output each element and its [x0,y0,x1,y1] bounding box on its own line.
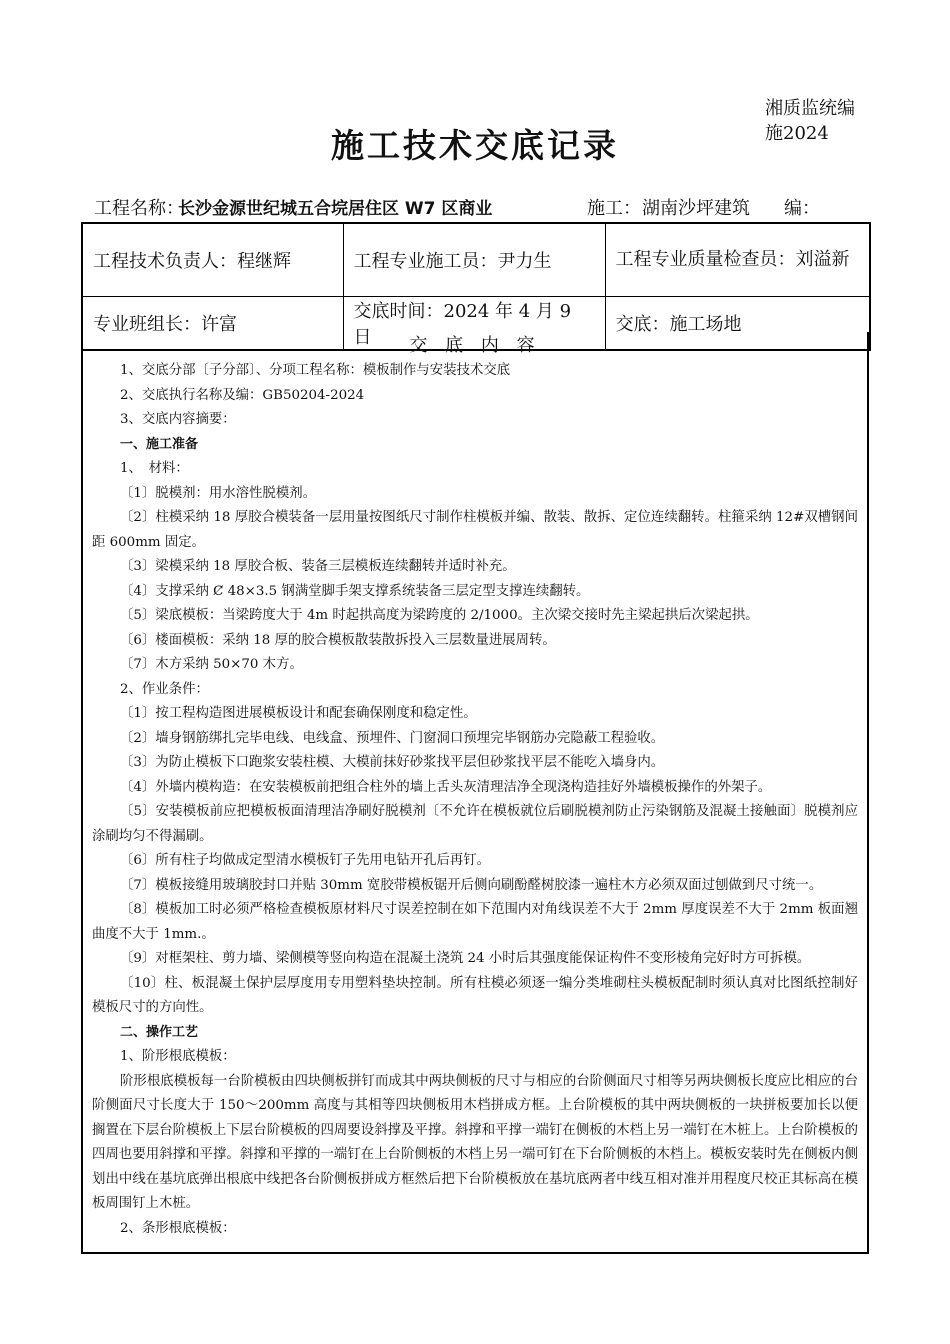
document-title: 施工技术交底记录 [331,126,619,165]
tech-lead-cell: 工程技术负责人：程继辉 [82,223,343,297]
content-paragraph: 〔3〕为防止模板下口跑浆安装柱模、大模前抹好砂浆找平层但砂浆找平层不能吃入墙身内。 [120,755,665,770]
section-heading: 一、施工准备 [120,436,199,452]
content-paragraph: 〔2〕墙身钢筋绑扎完毕电线、电线盒、预埋件、门窗洞口预埋完毕钢筋办完隐蔽工程验收。 [120,730,665,746]
content-paragraph: 1、交底分部〔子分部〕、分项工程名称：模板制作与安装技术交底 [120,363,511,378]
content-paragraph: 〔7〕木方采纳 50×70 木方。 [120,657,303,672]
content-paragraph: 〔1〕脱模剂：用水溶性脱模剂。 [120,485,316,501]
content-paragraph: 〔9〕对框架柱、剪力墙、梁侧模等竖向构造在混凝土浇筑 24 小时后其强度能保证构件不变形棱角完好时方可拆模。 [120,951,811,966]
content-paragraph: 〔10〕柱、板混凝土保护层厚度用专用塑料垫块控制。所有柱模必须逐一编分类堆砌柱头模板配制时须认真对比图纸控制好模板尺寸的方向性。 [92,975,858,1015]
content-paragraphs [83,359,867,1241]
content-paragraph: 2、条形根底模板： [120,1220,236,1236]
content-paragraph: 〔2〕柱模采纳 18 厚胶合模装备一层用量按图纸尺寸制作柱模板并编、散装、散拆、定位连续翻转。柱箍采纳 12#双槽钢间距 600mm 固定。 [92,510,858,550]
quality-inspector-cell: 工程专业质量检查员：刘溢新 [605,223,870,297]
handover-content-box [81,332,869,1254]
builder-label: 施工： [587,198,641,219]
content-paragraph: 〔6〕所有柱子均做成定型清水模板钉子先用电钻开孔后再钉。 [120,853,491,868]
content-heading: 交 底 内 容 [409,335,541,356]
project-name-label: 工程名称： [94,198,184,219]
content-paragraph: 1、 材料： [120,461,189,476]
team-leader-cell: 专业班组长：许富 [82,297,343,351]
construction-staff-cell: 工程专业施工员：尹力生 [343,223,605,297]
handover-place-cell: 交底：施工场地 [605,297,870,351]
content-paragraph: 1、阶形根底模板： [120,1049,236,1064]
content-paragraph: 2、交底执行名称及编：GB50204-2024 [120,387,365,403]
builder-value: 湖南沙坪建筑 [642,198,750,219]
project-header [94,194,890,220]
form-code-note: 湘质监统编 施2024 [765,98,855,144]
content-paragraph: 2、作业条件： [120,681,209,697]
content-paragraph: 阶形根底模板每一台阶模板由四块侧板拼钉而成其中两块侧板的尺寸与相应的台阶侧面尺寸相等另两块侧板长度应比相应的台阶侧面尺寸长度大于 150～200mm 高度与其相等四块侧板用木档拼成方框。上台阶模板的其中两块侧板的一块拼板要加长以便搁置在下层台阶模板上下层台阶模板的四周要设斜撑及平撑。斜撑和平撑一端钉在侧板的木档上另一端钉在木桩上。上台阶模板的四周也要用斜撑和平撑。斜撑和平撑的一端钉在上台阶侧板的木档上另一端可钉在下台阶侧板的木档上。模板安装时先在侧板内侧划出中线在基坑底弹出根底中线把各台阶侧板拼成方框然后把下台阶模板放在基坑底两者中线互相对准并用程度尺校正其标高在模板周围钉上木桩。 [92,1073,858,1211]
handover-time-cell: 交底时间：2024 年 4 月 9 日 [343,297,605,351]
section-heading: 二、操作工艺 [120,1024,199,1040]
content-paragraph: 3、交底内容摘要： [120,412,236,427]
content-paragraph: 〔4〕支撑采纳 Ȼ 48×3.5 钢满堂脚手架支撑系统装备三层定型支撑连续翻转。 [120,583,590,599]
content-paragraph: 〔5〕梁底模板：当梁跨度大于 4m 时起拱高度为梁跨度的 2/1000。主次梁交接时先主梁起拱后次梁起拱。 [120,608,759,623]
project-name-value: 长沙金源世纪城五合垸居住区 W7 区商业 [178,199,493,219]
content-paragraph: 〔6〕楼面模板：采纳 18 厚的胶合模板散装散拆投入三层数量进展周转。 [120,632,556,648]
content-paragraph: 〔7〕模板接缝用玻璃胶封口并贴 30mm 宽胶带模板锯开后侧向刷酚醛树胶漆一遍柱木方必须双面过刨做到尺寸统一。 [120,877,823,893]
content-paragraph: 〔1〕按工程构造图进展模板设计和配套确保刚度和稳定性。 [120,706,477,721]
document-number-label: 编： [784,198,820,219]
content-paragraph: 〔3〕梁模采纳 18 厚胶合板、装备三层模板连续翻转并适时补充。 [120,559,516,574]
content-paragraph: 〔4〕外墙内模构造：在安装模板前把组合柱外的墙上舌头灰清理洁净全现浇构造挂好外墙模板操作的外架子。 [120,779,772,795]
content-paragraph: 〔8〕模板加工时必须严格检查模板原材料尺寸误差控制在如下范围内对角线误差不大于 2mm 厚度误差不大于 2mm 板面翘曲度不大于 1mm.。 [92,902,858,942]
content-paragraph: 〔5〕安装模板前应把模板板面清理洁净刷好脱模剂〔不允许在模板就位后刷脱模剂防止污染钢筋及混凝土接触面〕脱模剂应涂刷均匀不得漏刷。 [92,804,858,844]
